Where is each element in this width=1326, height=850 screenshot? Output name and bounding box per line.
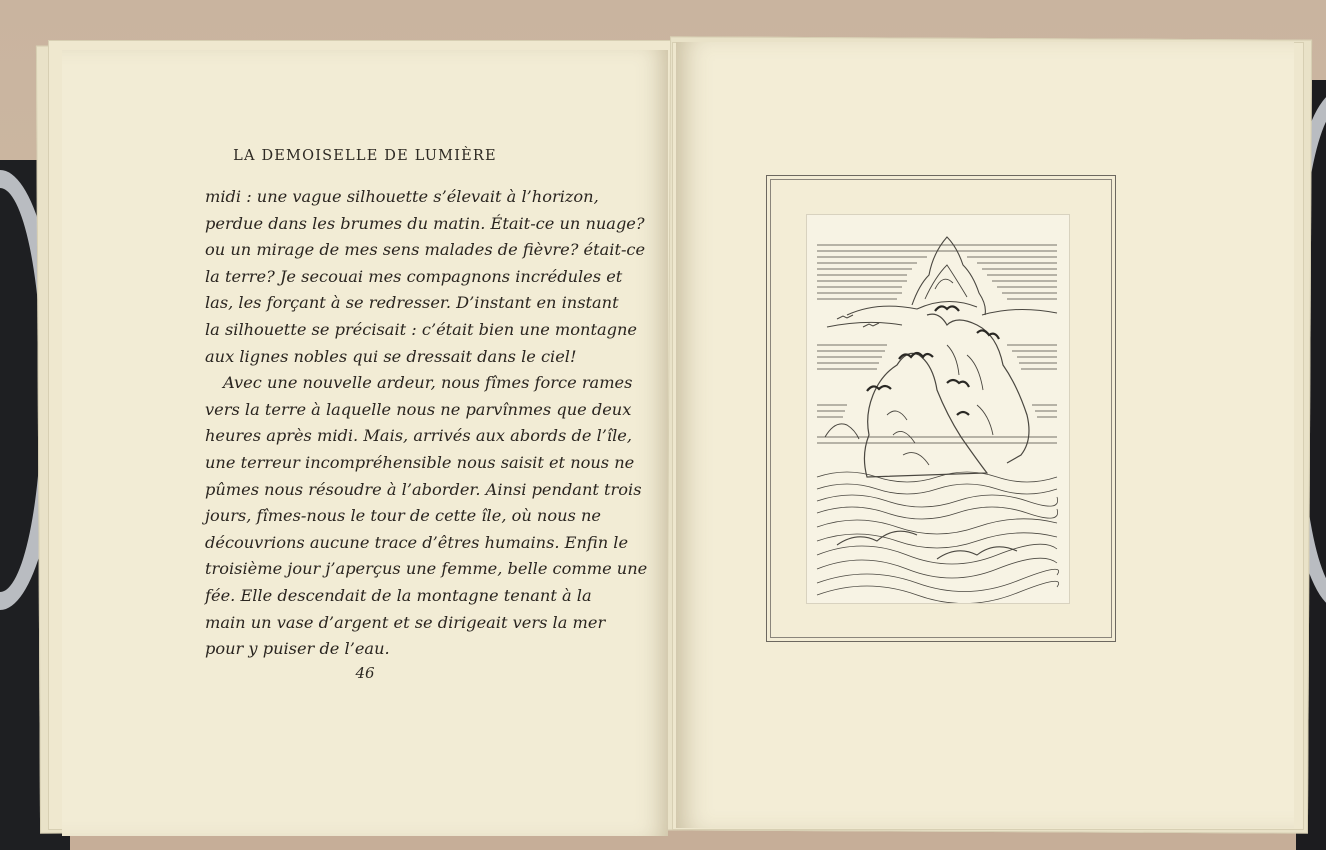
text-line: pour y puiser de l’eau. xyxy=(205,639,390,659)
text-line: jours, fîmes-nous le tour de cette île, où nous ne xyxy=(205,506,601,526)
text-line: troisième jour j’aperçus une femme, belle comme une xyxy=(205,559,648,579)
running-head: LA DEMOISELLE DE LUMIÈRE xyxy=(233,148,497,164)
text-line: la silhouette se précisait : c’était bien une montagne xyxy=(205,319,637,339)
etching-island-mountain-sea-icon xyxy=(807,215,1069,603)
text-line: ou un mirage de mes sens malades de fièvre? était-ce xyxy=(205,240,646,260)
text-line: las, les forçant à se redresser. D’instant en instant xyxy=(205,293,619,313)
text-line: la terre? Je secouai mes compagnons incrédules et xyxy=(205,266,623,286)
text-line: heures après midi. Mais, arrivés aux abords de l’île, xyxy=(205,426,632,446)
text-line: pûmes nous résoudre à l’aborder. Ainsi pendant trois xyxy=(205,479,642,499)
text-line: main un vase d’argent et se dirigeait vers la mer xyxy=(205,612,606,632)
text-line: aux lignes nobles qui se dressait dans le ciel! xyxy=(205,346,577,366)
etching-plate xyxy=(806,214,1070,604)
body-text xyxy=(205,184,648,663)
text-line: vers la terre à laquelle nous ne parvînmes que deux xyxy=(205,399,632,419)
text-line: Avec une nouvelle ardeur, nous fîmes force rames xyxy=(223,373,633,393)
text-line: une terreur incompréhensible nous saisit et nous ne xyxy=(205,452,635,472)
left-page xyxy=(62,50,668,836)
right-page xyxy=(676,42,1294,828)
text-line: midi : une vague silhouette s’élevait à l’horizon, xyxy=(205,187,599,206)
text-line: fée. Elle descendait de la montagne tenant à la xyxy=(205,585,592,605)
text-line: découvrions aucune trace d’êtres humains. Enfin le xyxy=(205,532,629,552)
text-line: perdue dans les brumes du matin. Était-ce un nuage? xyxy=(205,213,645,233)
page-number: 46 xyxy=(355,664,375,682)
